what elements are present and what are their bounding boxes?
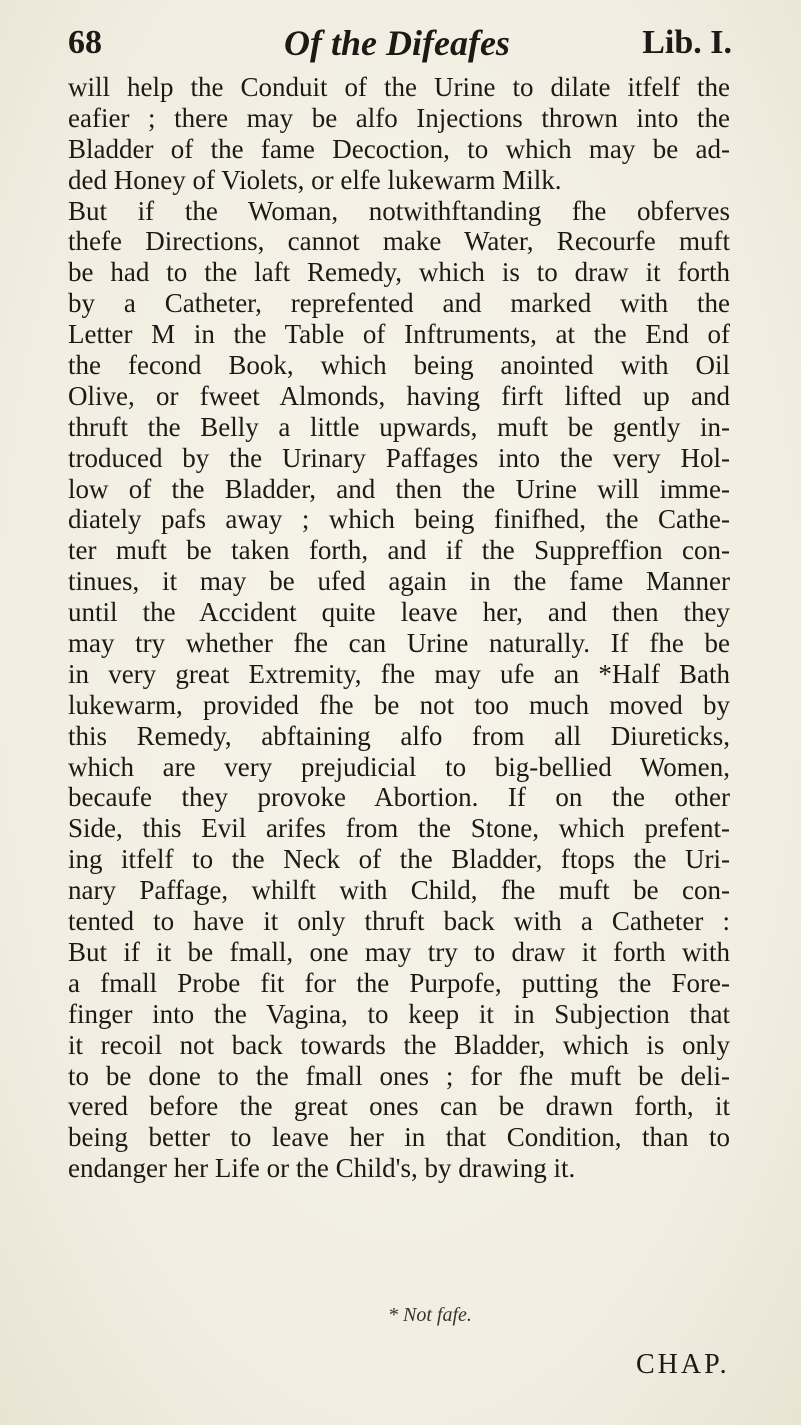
- text-line: nary Paffage, whilft with Child, fhe muft be con-: [68, 875, 730, 906]
- text-line: it recoil not back towards the Bladder, which is only: [68, 1029, 730, 1060]
- text-line: thruft the Belly a little upwards, muft be gently in-: [68, 411, 730, 442]
- text-line: be had to the laft Remedy, which is to draw it forth: [68, 257, 730, 288]
- text-line: finger into the Vagina, to keep it in Subjection that: [68, 998, 730, 1029]
- text-line: lukewarm, provided fhe be not too much moved by: [68, 689, 730, 720]
- text-line: which are very prejudicial to big-bellied Women,: [68, 751, 730, 782]
- text-line: ing itfelf to the Neck of the Bladder, ftops the Uri-: [68, 844, 730, 875]
- text-line: troduced by the Urinary Paffages into the very Hol-: [68, 442, 730, 473]
- text-line: until the Accident quite leave her, and then they: [68, 597, 730, 628]
- body-text: [68, 72, 730, 1184]
- text-line: to be done to the fmall ones ; for fhe muft be deli-: [68, 1060, 730, 1091]
- text-line: vered before the great ones can be drawn forth, it: [68, 1091, 730, 1122]
- text-line: being better to leave her in that Condition, than to: [68, 1122, 730, 1153]
- text-line: tinues, it may be ufed again in the fame Manner: [68, 566, 730, 597]
- text-line: ter muft be taken forth, and if the Suppreffion con-: [68, 535, 730, 566]
- text-line: Olive, or fweet Almonds, having firft lifted up and: [68, 380, 730, 411]
- text-line: Bladder of the fame Decoction, to which may be ad-: [68, 133, 730, 164]
- page-header: [68, 20, 732, 70]
- text-line: But if it be fmall, one may try to draw it forth with: [68, 936, 730, 967]
- page-number: 68: [68, 24, 102, 61]
- footnote: * Not fafe.: [388, 1304, 472, 1326]
- text-line: a fmall Probe fit for the Purpofe, putting the Fore-: [68, 967, 730, 998]
- text-line: low of the Bladder, and then the Urine will imme-: [68, 473, 730, 504]
- text-line: eafier ; there may be alfo Injections thrown into the: [68, 102, 730, 133]
- running-title: Of the Difeafes: [284, 23, 510, 63]
- text-line: Letter M in the Table of Inftruments, at the End of: [68, 319, 730, 350]
- text-line: may try whether fhe can Urine naturally. If fhe be: [68, 628, 730, 659]
- text-line: in very great Extremity, fhe may ufe an *Half Bath: [68, 658, 730, 689]
- text-line: Side, this Evil arifes from the Stone, which prefent-: [68, 813, 730, 844]
- book-reference: Lib. I.: [642, 24, 732, 61]
- text-line: endanger her Life or the Child's, by drawing it.: [68, 1153, 576, 1184]
- text-line: diately pafs away ; which being finifhed, the Cathe-: [68, 504, 730, 535]
- catchword: CHAP.: [636, 1349, 730, 1380]
- text-line: will help the Conduit of the Urine to dilate itfelf the: [68, 72, 730, 102]
- text-line: becaufe they provoke Abortion. If on the other: [68, 782, 730, 813]
- text-line: thefe Directions, cannot make Water, Recourfe muft: [68, 226, 730, 257]
- text-line: this Remedy, abftaining alfo from all Diureticks,: [68, 720, 730, 751]
- text-line: ded Honey of Violets, or elfe lukewarm Milk.: [68, 164, 562, 195]
- text-line: the fecond Book, which being anointed with Oil: [68, 350, 730, 381]
- text-line: tented to have it only thruft back with a Catheter :: [68, 906, 730, 937]
- text-line: by a Catheter, reprefented and marked with the: [68, 288, 730, 319]
- text-line: But if the Woman, notwithftanding fhe obferves: [68, 195, 730, 226]
